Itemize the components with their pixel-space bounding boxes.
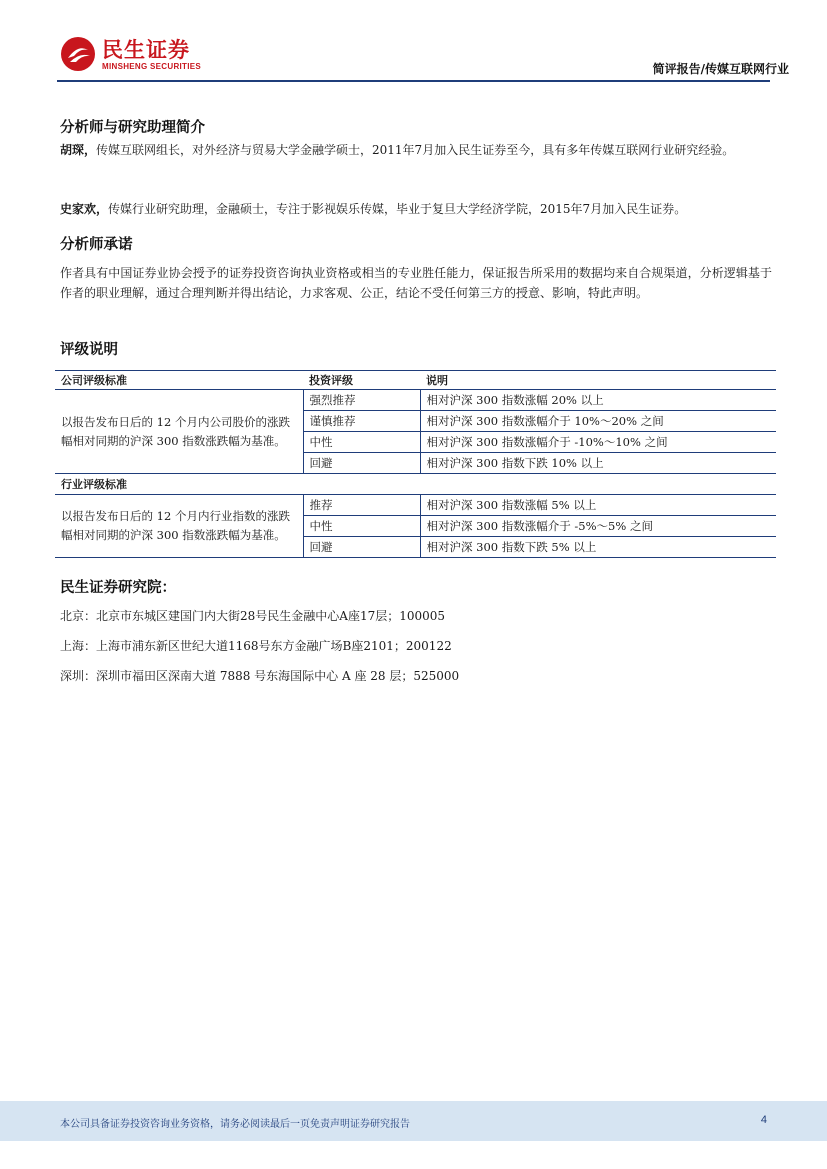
table-row	[55, 495, 776, 516]
institute-title: 民生证券研究院：	[60, 580, 176, 596]
institute-section	[60, 576, 772, 597]
table-row	[55, 390, 776, 411]
page-number: 4	[760, 1114, 767, 1126]
rating-table	[55, 370, 776, 558]
rating-description: 相对沪深 300 指数涨幅介于 -10%～10% 之间	[420, 432, 776, 453]
rating-description: 相对沪深 300 指数涨幅 20% 以上	[420, 390, 776, 411]
analyst-intro-section	[60, 116, 772, 137]
page-footer	[0, 1101, 827, 1141]
analyst-bio: 传媒互联网组长，对外经济与贸易大学金融学硕士，2011年7月加入民生证券至今，具有多年传媒互联网行业研究经验。	[96, 143, 735, 157]
rating-label: 中性	[303, 516, 420, 537]
rating-label: 强烈推荐	[303, 390, 420, 411]
analyst-entry-hu	[60, 140, 772, 160]
rating-label: 推荐	[303, 495, 420, 516]
analyst-entry-shi	[60, 199, 772, 219]
commitment-title: 分析师承诺	[60, 237, 133, 253]
commitment-section	[60, 233, 772, 254]
rating-title: 评级说明	[60, 342, 118, 358]
rating-description: 相对沪深 300 指数下跌 10% 以上	[420, 453, 776, 474]
rating-label: 回避	[303, 537, 420, 558]
rating-description: 相对沪深 300 指数涨幅 5% 以上	[420, 495, 776, 516]
industry-standard-text: 以报告发布日后的 12 个月内行业指数的涨跌幅相对同期的沪深 300 指数涨跌幅为基准。	[55, 495, 303, 558]
report-type-label: 简评报告/传媒互联网行业	[652, 62, 789, 76]
industry-header-row	[55, 474, 776, 495]
logo-english-name: MINSHENG SECURITIES	[102, 62, 202, 71]
rating-description: 相对沪深 300 指数涨幅介于 -5%～5% 之间	[420, 516, 776, 537]
rating-label: 回避	[303, 453, 420, 474]
rating-label: 中性	[303, 432, 420, 453]
header-divider	[57, 80, 770, 82]
address-line: 深圳：深圳市福田区深南大道 7888 号东海国际中心 A 座 28 层；525000	[60, 669, 460, 683]
minsheng-logo-icon	[60, 36, 96, 72]
company-standard-text: 以报告发布日后的 12 个月内公司股价的涨跌幅相对同期的沪深 300 指数涨跌幅为基准。	[55, 390, 303, 474]
logo-chinese-name: 民生证券	[102, 38, 190, 62]
commitment-text: 作者具有中国证券业协会授予的证券投资咨询执业资格或相当的专业胜任能力，保证报告所采用的数据均来自合规渠道，分析逻辑基于作者的职业理解，通过合理判断并得出结论，力求客观、公正，结论不受任何第三方的授意、影响，特此声明。	[60, 266, 772, 300]
commitment-body	[60, 263, 772, 303]
rating-description: 相对沪深 300 指数涨幅介于 10%～20% 之间	[420, 411, 776, 432]
rating-table-header	[55, 371, 776, 390]
rating-label: 谨慎推荐	[303, 411, 420, 432]
header-industry-standard: 行业评级标准	[55, 474, 303, 495]
address-beijing	[60, 606, 772, 626]
address-shanghai	[60, 636, 772, 656]
address-line: 北京：北京市东城区建国门内大街28号民生金融中心A座17层；100005	[60, 609, 446, 623]
company-logo	[60, 34, 210, 74]
page-header	[0, 0, 827, 82]
analyst-bio: 传媒行业研究助理，金融硕士，专注于影视娱乐传媒，毕业于复旦大学经济学院，2015年7月加入民生证券。	[108, 202, 687, 216]
header-description: 说明	[420, 371, 776, 390]
address-line: 上海：上海市浦东新区世纪大道1168号东方金融广场B座2101；200122	[60, 639, 452, 653]
rating-description: 相对沪深 300 指数下跌 5% 以上	[420, 537, 776, 558]
address-shenzhen	[60, 666, 772, 686]
header-rating: 投资评级	[303, 371, 420, 390]
header-company-standard: 公司评级标准	[55, 371, 303, 390]
footer-disclaimer: 本公司具备证券投资咨询业务资格，请务必阅读最后一页免责声明证券研究报告	[60, 1119, 410, 1130]
rating-section	[60, 338, 772, 359]
analyst-intro-title: 分析师与研究助理简介	[60, 120, 205, 136]
analyst-name: 史家欢，	[60, 202, 109, 216]
analyst-name: 胡琛，	[60, 143, 97, 157]
